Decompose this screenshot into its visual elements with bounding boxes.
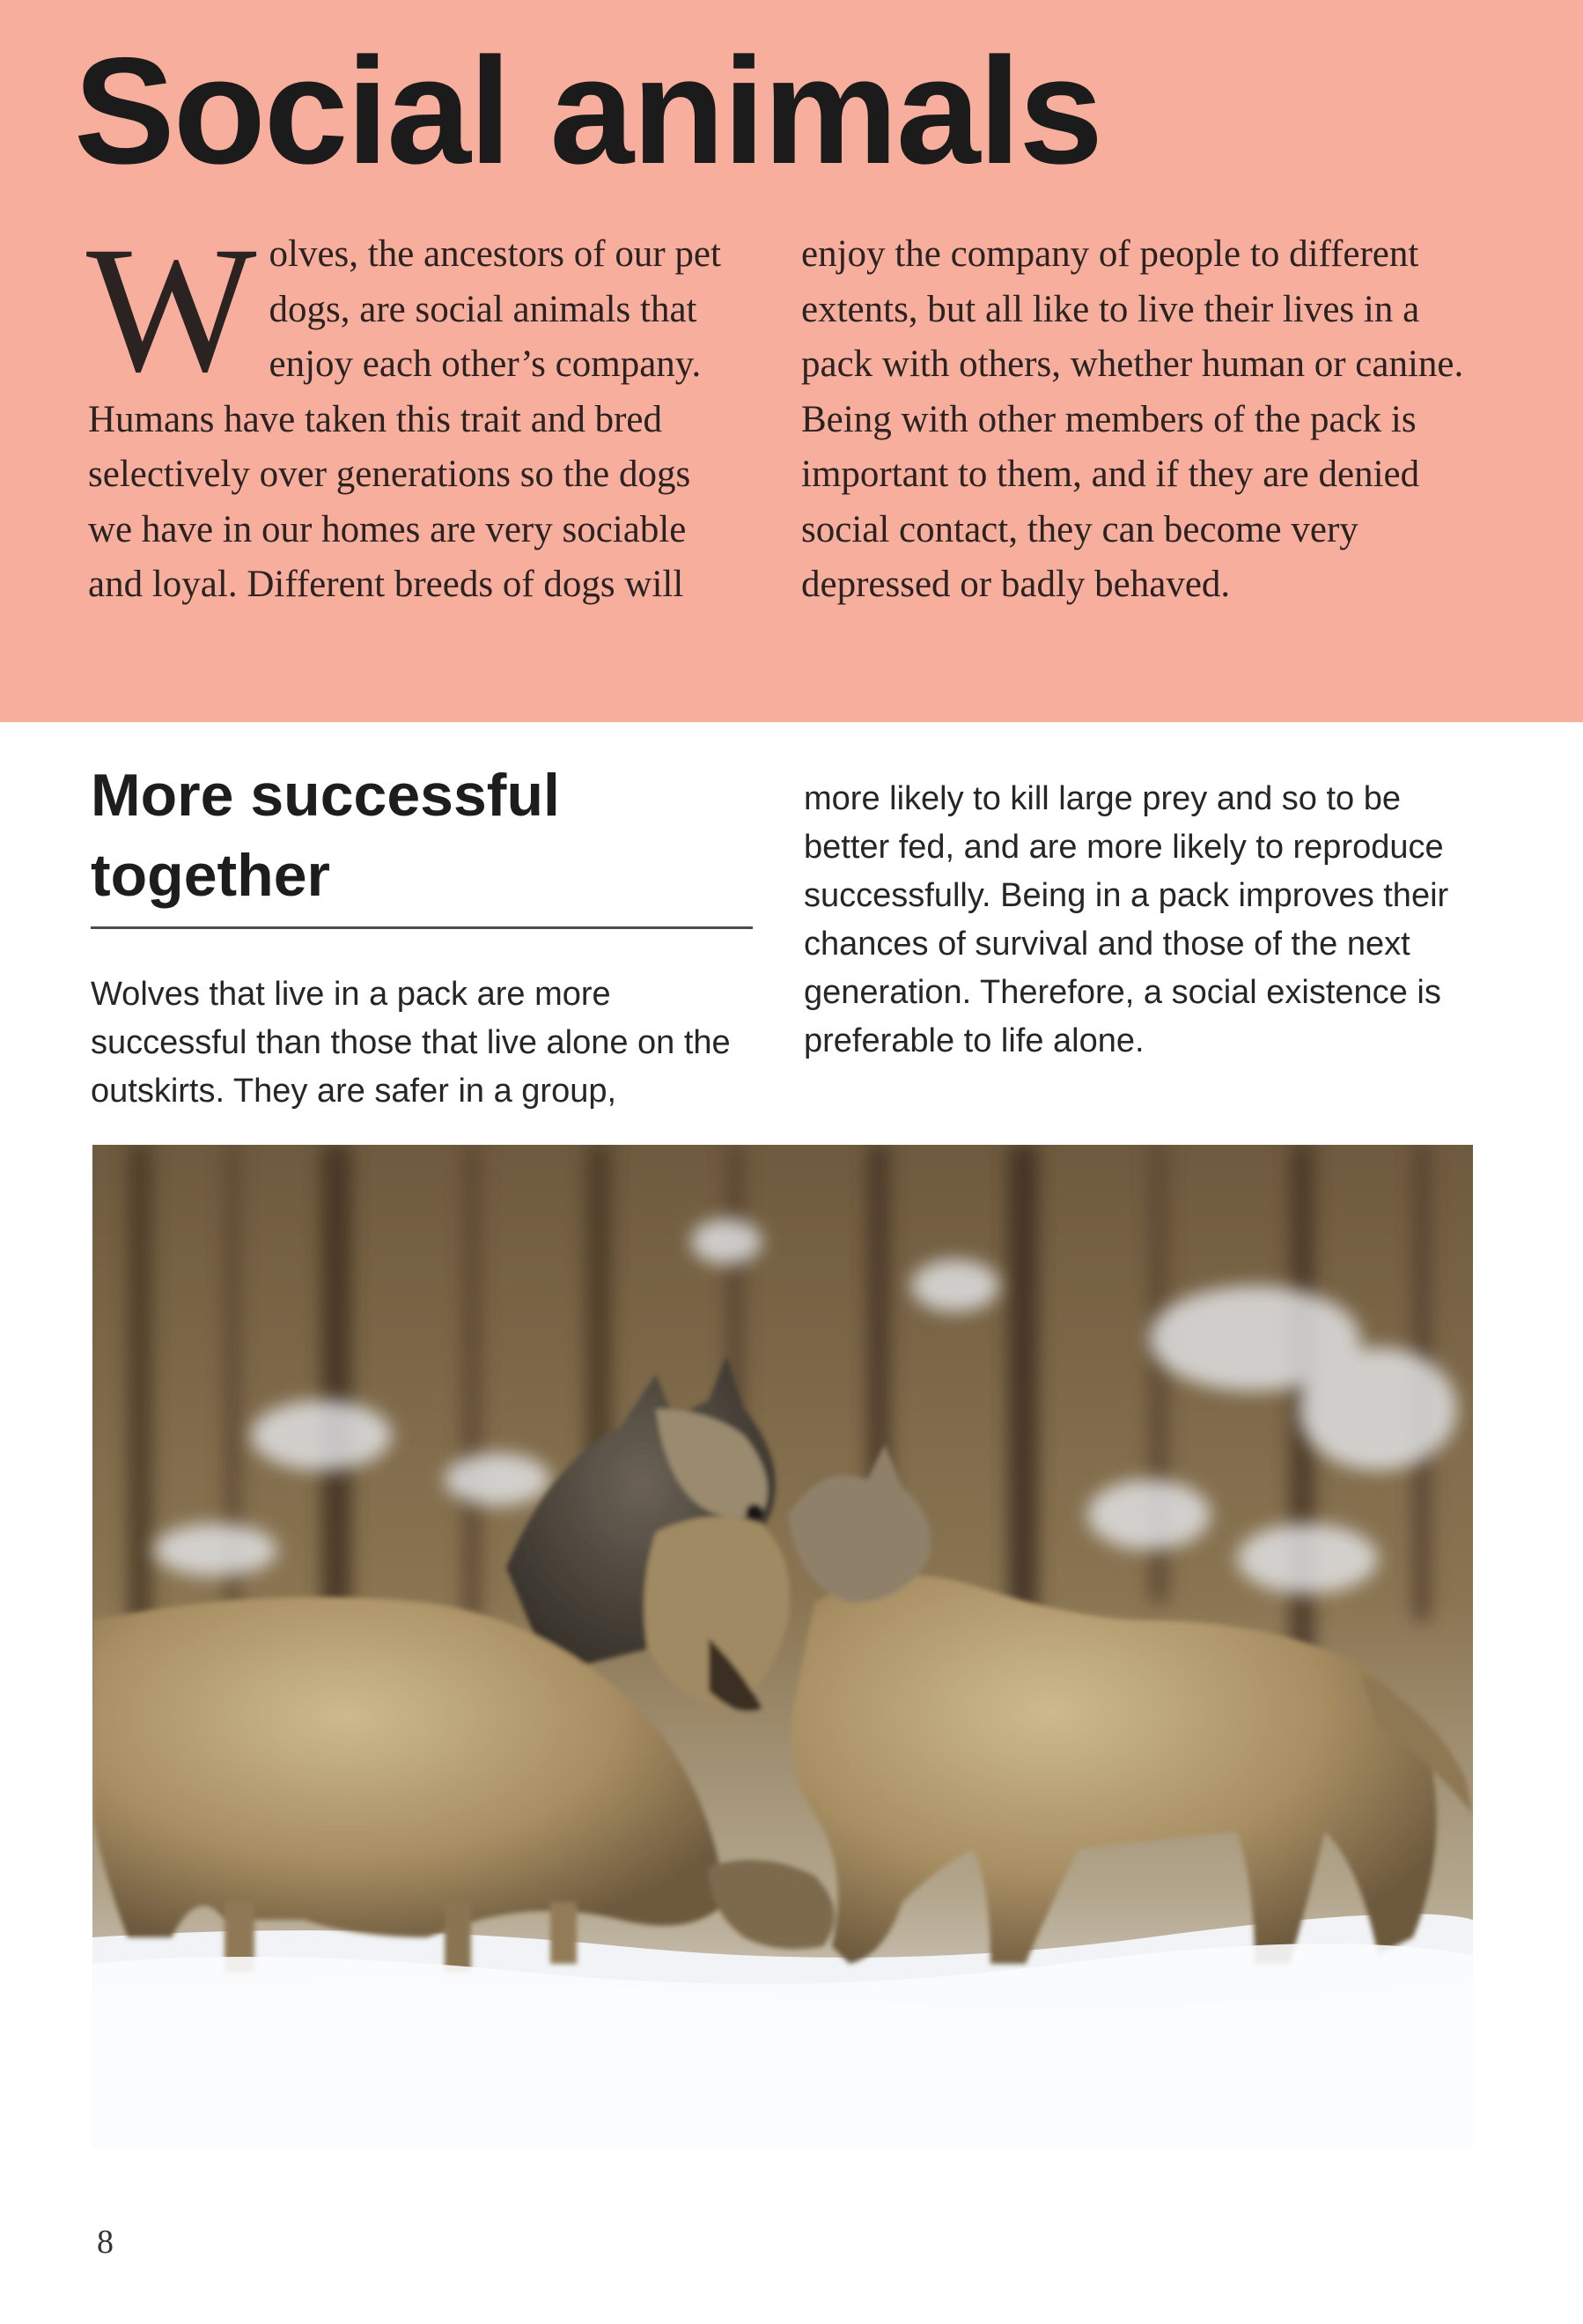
heading-divider: [91, 926, 753, 929]
section-heading: More successful together: [91, 762, 560, 909]
page-title: Social animals: [74, 26, 1102, 196]
wolf-pack-photo: [92, 1145, 1473, 2149]
drop-cap: W: [86, 210, 257, 409]
page-number: 8: [97, 2224, 114, 2261]
intro-left-text: olves, the ancestors of our pet dogs, are social animals that enjoy each other’s company. Humans have taken this trait and bred selectively over generations so the dogs we have in our homes are very sociable and loyal. Different breeds of dogs will: [88, 233, 721, 605]
section-right-text: more likely to kill large prey and so to be better fed, and are more likely to reproduce successfully. Being in a pack improves their chances of survival and those of the next generation. Therefore, a social existence is preferable to life alone.: [804, 780, 1449, 1059]
section-left-text: Wolves that live in a pack are more successful than those that live alone on the outskirts. They are safer in a group,: [91, 976, 731, 1110]
intro-left-column: [86, 210, 740, 613]
intro-right-text: enjoy the company of people to different extents, but all like to live their lives in a pack with others, whether human or canine. Being with other members of the pack is important to them, and if they are denied social contact, they can become very depressed or badly behaved.: [801, 233, 1464, 605]
